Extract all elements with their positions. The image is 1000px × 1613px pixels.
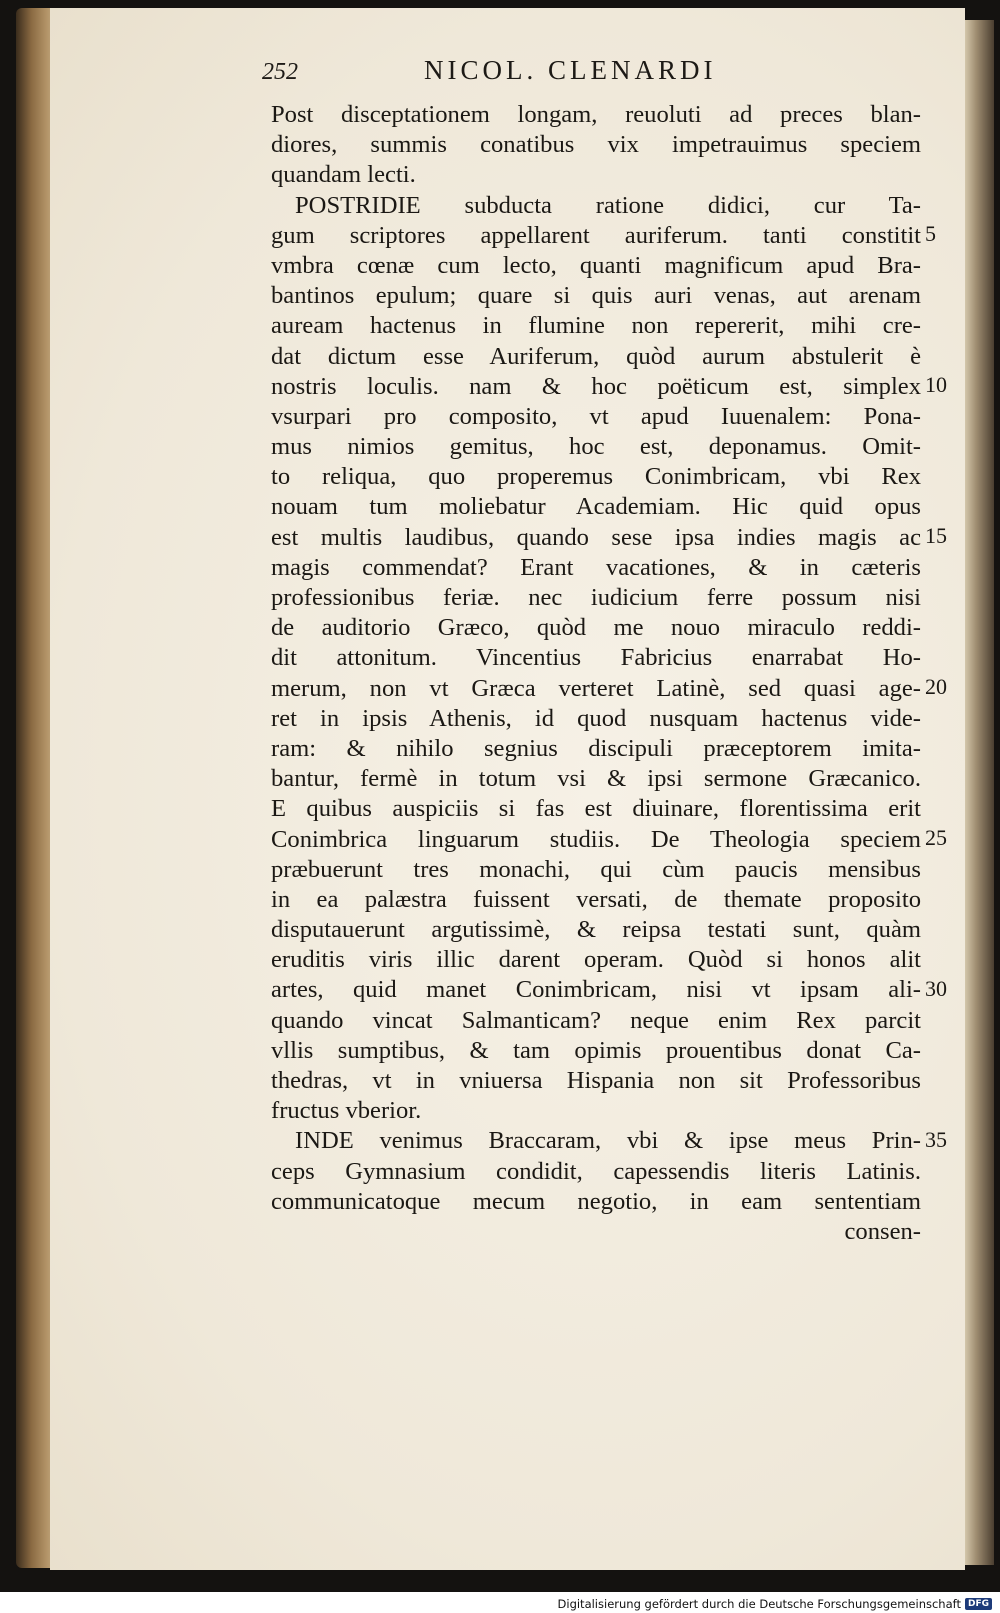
text-line: gum scriptores appellarent auriferum. tanti constitit xyxy=(271,221,921,249)
text-line: eruditis viris illic darent operam. Quòd si honos alit xyxy=(271,946,921,974)
page-header xyxy=(262,55,754,95)
digitization-credit xyxy=(558,1597,992,1611)
text-line: auream hactenus in flumine non repererit, mihi cre- xyxy=(271,312,921,340)
text-line: Conimbrica linguarum studiis. De Theologia speciem xyxy=(271,825,921,853)
line-number: 25 xyxy=(925,825,947,850)
text-line: de auditorio Græco, quòd me nouo miraculo reddi- xyxy=(271,614,921,642)
line-number: 30 xyxy=(925,976,947,1001)
text-line: quandam lecti. xyxy=(271,161,416,189)
text-line: mus nimios gemitus, hoc est, deponamus. Omit- xyxy=(271,433,921,461)
text-line: dit attonitum. Vincentius Fabricius enarrabat Ho- xyxy=(271,644,921,672)
catchword: consen- xyxy=(844,1217,921,1245)
text-line: professionibus feriæ. nec iudicium ferre possum nisi xyxy=(271,584,921,611)
line-number: 20 xyxy=(925,674,947,699)
line-number: 10 xyxy=(925,372,947,397)
text-line: in ea palæstra fuissent versati, de themate proposito xyxy=(271,885,921,913)
credit-text: Digitalisierung gefördert durch die Deutsche Forschungsgemeinschaft xyxy=(557,1597,961,1611)
text-line: ceps Gymnasium condidit, capessendis literis Latinis. xyxy=(271,1157,921,1185)
text-line: præbuerunt tres monachi, qui cùm paucis mensibus xyxy=(271,855,921,883)
dfg-logo: DFG xyxy=(965,1598,992,1610)
text-line: ret in ipsis Athenis, id quod nusquam hactenus vide- xyxy=(271,704,921,732)
text-line: quando vincat Salmanticam? neque enim Rex parcit xyxy=(271,1006,921,1034)
text-line: disputauerunt argutissimè, & reipsa testati sunt, quàm xyxy=(271,916,921,944)
page-number: 252 xyxy=(262,59,298,85)
line-number: 5 xyxy=(925,221,936,246)
text-line: to reliqua, quo properemus Conimbricam, vbi Rex xyxy=(271,463,921,491)
text-line: est multis laudibus, quando sese ipsa indies magis ac xyxy=(271,523,921,551)
text-line: thedras, vt in vniuersa Hispania non sit Professoribus xyxy=(271,1067,921,1094)
text-line: vsurpari pro composito, vt apud Iuuenalem: Pona- xyxy=(271,402,921,430)
text-line: diores, summis conatibus vix impetrauimus speciem xyxy=(271,131,921,159)
text-line: fructus vberior. xyxy=(271,1097,422,1125)
running-head: NICOL. CLENARDI xyxy=(424,55,717,85)
line-number: 35 xyxy=(925,1127,947,1152)
text-line: INDE venimus Braccaram, vbi & ipse meus Prin- xyxy=(295,1127,921,1155)
text-line: artes, quid manet Conimbricam, nisi vt ipsam ali- xyxy=(271,976,921,1004)
text-line: nostris loculis. nam & hoc poëticum est, simplex xyxy=(271,372,921,400)
line-number: 15 xyxy=(925,523,947,548)
text-line: nouam tum moliebatur Academiam. Hic quid opus xyxy=(271,493,921,521)
text-line: E quibus auspiciis si fas est diuinare, florentissima erit xyxy=(271,795,921,823)
text-line: magis commendat? Erant vacationes, & in cæteris xyxy=(271,553,921,581)
text-line: dat dictum esse Auriferum, quòd aurum abstulerit è xyxy=(271,342,921,370)
text-line: ram: & nihilo segnius discipuli præceptorem imita- xyxy=(271,734,921,762)
text-line: vllis sumptibus, & tam opimis prouentibus donat Ca- xyxy=(271,1036,921,1064)
text-line: bantur, fermè in totum vsi & ipsi sermone Græcanico. xyxy=(271,765,921,793)
text-line: bantinos epulum; quare si quis auri venas, aut arenam xyxy=(271,282,921,310)
text-line: merum, non vt Græca verteret Latinè, sed quasi age- xyxy=(271,674,921,702)
text-line: POSTRIDIE subducta ratione didici, cur Ta- xyxy=(295,191,921,219)
text-line: communicatoque mecum negotio, in eam sententiam xyxy=(271,1187,921,1215)
text-line: vmbra cœnæ cum lecto, quanti magnificum apud Bra- xyxy=(271,251,921,279)
page-edge-right xyxy=(964,20,994,1565)
body-text xyxy=(271,100,921,1247)
text-line: Post disceptationem longam, reuoluti ad preces blan- xyxy=(271,101,921,128)
